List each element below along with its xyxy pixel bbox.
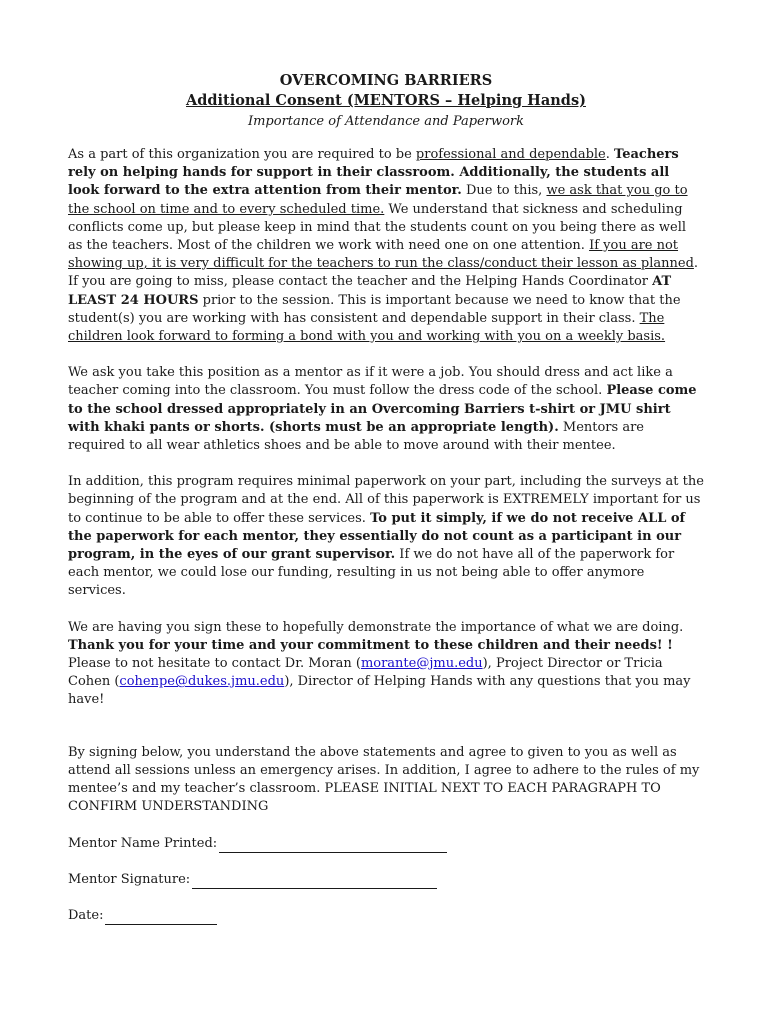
paragraph-paperwork: In addition, this program requires minimal paperwork on your part, including the surveys at the beginning of the program and at the end. All of this paperwork is EXTREMELY important for us to continue to be able to offer these services. To put it simply, if we do not receive ALL of the paperwork for each mentor, they essentially do not count as a participant in our program, in the eyes of our grant supervisor. If we do not have all of the paperwork for each mentor, we could lose our funding, resulting in us not being able to offer anymore services.: [68, 474, 704, 599]
mentor-name-line[interactable]: [219, 838, 447, 853]
email-link-cohen[interactable]: cohenpe@dukes.jmu.edu: [119, 674, 285, 690]
mentor-signature-field: [68, 871, 704, 889]
paragraph-contact: We are having you sign these to hopefully demonstrate the importance of what we are doing. Thank you for your time and your commitment to these children and their needs! ! Please to not hesitate to contact Dr. Moran (morante@jmu.edu), Project Director or Tricia Cohen (cohenpe@dukes.jmu.edu), Director of Helping Hands with any questions that you may have!: [68, 619, 691, 708]
mentor-signature-label: Mentor Signature:: [68, 871, 191, 887]
document-title: OVERCOMING BARRIERS: [279, 72, 493, 89]
document-tagline: Importance of Attendance and Paperwork: [247, 114, 525, 129]
mentor-name-label: Mentor Name Printed:: [68, 835, 218, 851]
mentor-name-field: [68, 835, 704, 853]
paragraph-attendance: As a part of this organization you are required to be professional and dependable. Teachers rely on helping hands for support in their classroom. Additionally, the students all look forward to the extra attention from their mentor. Due to this, we ask that you go to the school on time and to every scheduled time. We understand that sickness and scheduling conflicts come up, but please keep in mind that the students count on you being there as well as the teachers. Most of the children we work with need one on one attention. If you are not showing up, it is very difficult for the teachers to run the class/conduct their lesson as planned. If you are going to miss, please contact the teacher and the Helping Hands Coordinator AT LEAST 24 HOURS prior to the session. This is important because we need to know that the student(s) you are working with has consistent and dependable support in their class. The children look forward to forming a bond with you and working with you on a weekly basis.: [68, 147, 699, 345]
date-field: [68, 907, 704, 925]
paragraph-agreement: By signing below, you understand the above statements and agree to given to you as well as attend all sessions unless an emergency arises. In addition, I agree to adhere to the rules of my mentee’s and my teacher’s classroom. PLEASE INITIAL NEXT TO EACH PARAGRAPH TO CONFIRM UNDERSTANDING: [68, 744, 700, 815]
email-link-moran[interactable]: morante@jmu.edu: [360, 656, 483, 672]
consent-document: [68, 72, 704, 943]
date-label: Date:: [68, 907, 104, 923]
paragraph-dress-code: We ask you take this position as a mentor as if it were a job. You should dress and act like a teacher coming into the classroom. You must follow the dress code of the school. Please come to the school dressed appropriately in an Overcoming Barriers t-shirt or JMU shirt with khaki pants or shorts. (shorts must be an appropriate length). Mentors are required to all wear athletics shoes and be able to move around with their mentee.: [68, 365, 697, 454]
date-line[interactable]: [105, 910, 217, 925]
mentor-signature-line[interactable]: [192, 874, 437, 889]
document-subtitle: Additional Consent (MENTORS – Helping Hands): [186, 92, 586, 109]
